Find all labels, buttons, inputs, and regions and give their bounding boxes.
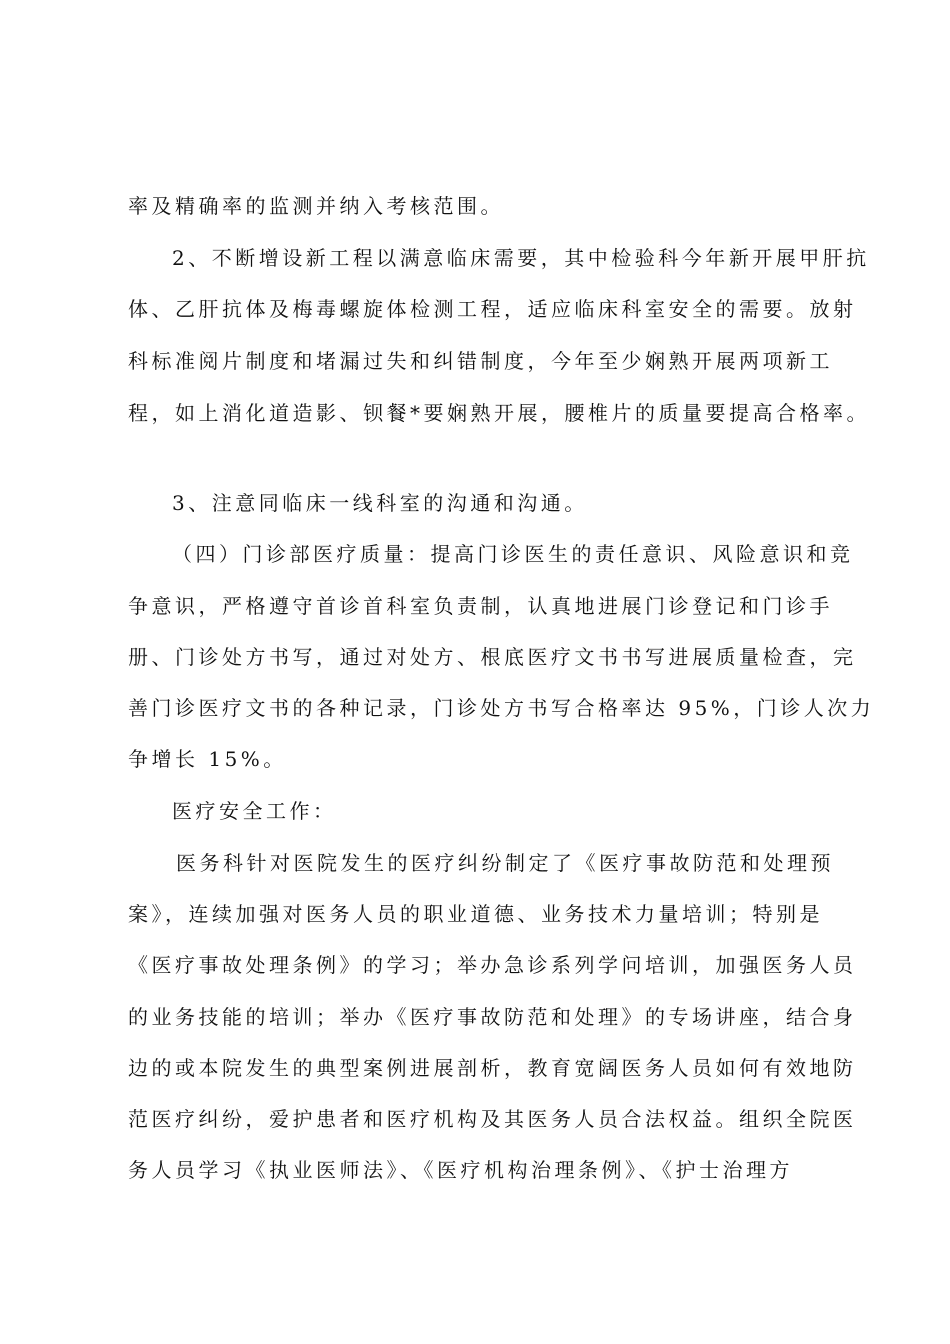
text-line: 科标准阅片制度和堵漏过失和纠错制度，今年至少娴熟开展两项新工	[128, 349, 833, 373]
text-line: 程，如上消化道造影、钡餐*要娴熟开展，腰椎片的质量要提高合格率。	[128, 401, 870, 425]
text-line: 范医疗纠纷，爱护患者和医疗机构及其医务人员合法权益。组织全院医	[128, 1107, 857, 1131]
text-line: 边的或本院发生的典型案例进展剖析，教育宽阔医务人员如何有效地防	[128, 1056, 857, 1080]
text-line: 争增长 15%。	[128, 747, 287, 771]
text-line: 案》，连续加强对医务人员的职业道德、业务技术力量培训；特别是	[128, 902, 823, 926]
text-line: 体、乙肝抗体及梅毒螺旋体检测工程，适应临床科室安全的需要。放射	[128, 297, 857, 321]
text-line: 《医疗事故处理条例》的学习；举办急诊系列学问培训，加强医务人员	[128, 953, 857, 977]
section-heading: 医疗安全工作：	[172, 799, 337, 823]
paragraph-start-line: 2、不断增设新工程以满意临床需要，其中检验科今年新开展甲肝抗	[172, 246, 870, 270]
text-line: 率及精确率的监测并纳入考核范围。	[128, 194, 504, 218]
text-line: 务人员学习《执业医师法》、《医疗机构治理条例》、《护士治理方	[128, 1158, 793, 1182]
text-line: 册、门诊处方书写，通过对处方、根底医疗文书书写进展质量检查，完	[128, 645, 857, 669]
paragraph-start-line: 医务科针对医院发生的医疗纠纷制定了《医疗事故防范和处理预	[176, 851, 834, 875]
paragraph-start-line: （四）门诊部医疗质量：提高门诊医生的责任意识、风险意识和竞	[172, 542, 854, 566]
paragraph-start-line: 3、注意同临床一线科室的沟通和沟通。	[172, 491, 588, 515]
text-line: 善门诊医疗文书的各种记录，门诊处方书写合格率达 95%，门诊人次力	[128, 696, 875, 720]
text-line: 的业务技能的培训；举办《医疗事故防范和处理》的专场讲座，结合身	[128, 1005, 857, 1029]
text-line: 争意识，严格遵守首诊首科室负责制，认真地进展门诊登记和门诊手	[128, 594, 833, 618]
